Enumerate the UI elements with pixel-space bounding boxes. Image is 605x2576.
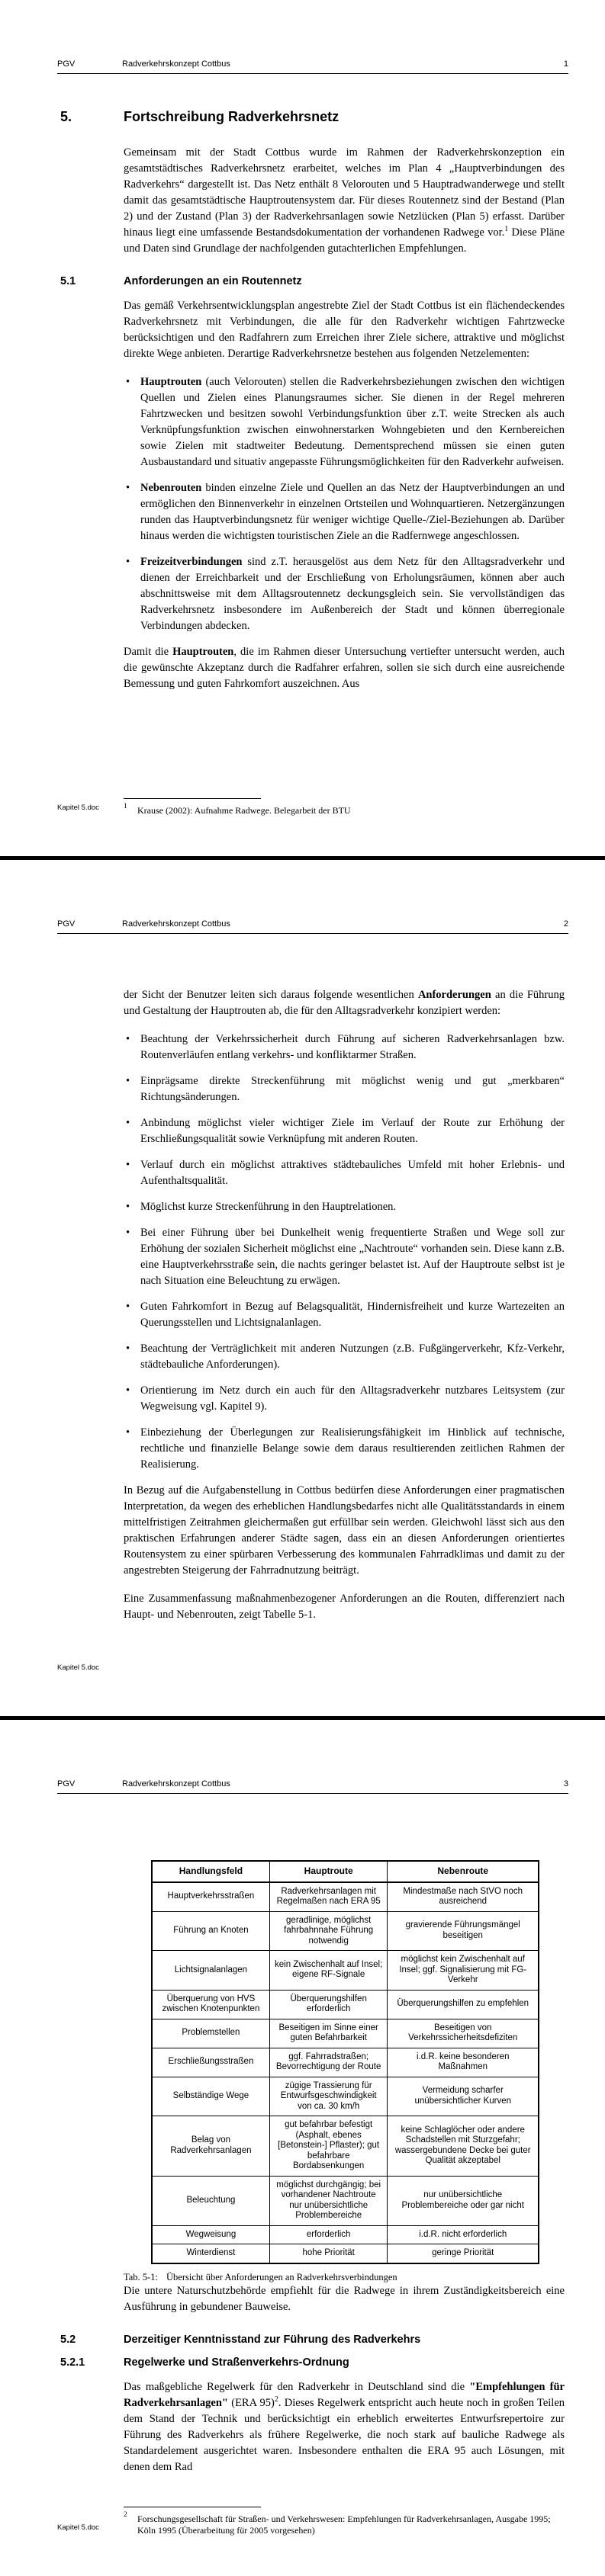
table-row <box>152 2176 539 2225</box>
table-cell: Problemstellen <box>152 2019 269 2048</box>
table-row <box>152 2116 539 2177</box>
column-header: Nebenroute <box>388 1861 539 1882</box>
table-cell: Belag von Radverkehrsanlagen <box>152 2116 269 2177</box>
table-cell: kein Zwischenhalt auf Insel; eigene RF-Signale <box>269 1951 388 1991</box>
table-cell: Führung an Knoten <box>152 1911 269 1951</box>
table-cell: hohe Priorität <box>269 2244 388 2263</box>
footnote-separator <box>124 798 261 799</box>
table-cell: gut befahrbar befestigt (Asphalt, ebenes [Betonstein-] Pflaster); gut befahrbare Bordabsenkungen <box>269 2116 388 2177</box>
bullet-item: • Beachtung der Verkehrssicherheit durch Führung auf sicheren Radverkehrsanlagen bzw. Routenverläufen entlang verkehrs- und konfliktarmer Straßen. <box>124 1031 565 1063</box>
page-2 <box>0 860 605 1716</box>
footnote-block <box>124 798 567 816</box>
table-cell: Erschließungsstraßen <box>152 2048 269 2077</box>
section-5-2-heading <box>60 2333 565 2346</box>
table-cell: Mindestmaße nach StVO noch ausreichend <box>388 1882 539 1912</box>
bullet-item <box>124 374 565 470</box>
paragraph: Das gemäß Verkehrsentwicklungsplan angestrebte Ziel der Stadt Cottbus ist ein flächendeckendes Radverkehrsnetz mit Verbindungen, die alle für den Radverkehr wichtigen Fahrtzwecke berücksichtigen und den Radfahrern zum Erreichen ihrer Ziele sichere, attraktive und möglichst direkte Wege anbieten. Derartige Radverkehrsnetze bestehen aus folgenden Netzelementen: <box>124 300 565 360</box>
bullet-item: • Einbeziehung der Überlegungen zur Realisierungsfähigkeit im Hinblick auf technische, rechtliche und finanzielle Belange sowie dem daraus resultierenden zeitlichen Rahmen der Realisierung. <box>124 1425 565 1473</box>
section-title: Regelwerke und Straßenverkehrs-Ordnung <box>124 2356 349 2369</box>
bullet-text: binden einzelne Ziele und Quellen an das Netz der Hauptverbindungen an und ermöglichen den Binnenverkehr in einzelnen Ortsteilen und Wohnquartieren. Netzergänzungen runden das Hauptverbindungsnetz für weniger wichtige Quelle-/Ziel-Beziehungen ab. Darüber hinaus werden die wichtigsten touristischen Ziele an die Radfernwege angeschlossen. <box>140 482 565 542</box>
bullet-lead: Freizeitverbindungen <box>140 556 243 568</box>
table-cell: ggf. Fahrradstraßen; Bevorrechtigung der Route <box>269 2048 388 2077</box>
table-cell: erforderlich <box>269 2225 388 2244</box>
table-cell: möglichst kein Zwischenhalt auf Insel; ggf. Signalisierung mit FG-Verkehr <box>388 1951 539 1991</box>
table-cell: Beseitigen von Verkehrssicherheitsdefiziten <box>388 2019 539 2048</box>
paragraph-regelwerk <box>124 2379 565 2475</box>
paragraph-text: . Dieses Regelwerk entspricht auch heute noch in großen Teilen dem Stand der Technik und berücksichtigt ein erheblich erweitertes Entwurfsrepertoire zur Führung des Radverkehrs als frühere Regelwerke, die noch stark auf bauliche Radwege als Standardelement ausgerichtet waren. Insbesondere enthalten die ERA 95 auch Lösungen, mit denen dem Rad <box>124 2396 565 2473</box>
bullet-item <box>124 480 565 544</box>
table-cell: Radverkehrsanlagen mit Regelmaßen nach ERA 95 <box>269 1882 388 1912</box>
header-doc-title: Radverkehrskonzept Cottbus <box>122 919 230 929</box>
table-header-row <box>152 1861 539 1882</box>
header-doc-title: Radverkehrskonzept Cottbus <box>122 1779 230 1788</box>
footnote-text: Forschungsgesellschaft für Straßen- und Verkehrswesen: Empfehlungen für Radverkehrsanlagen, Ausgabe 1995; Köln 1995 (Überarbeitung für 2005 vorgesehen) <box>137 2513 551 2536</box>
page-2-content <box>124 860 565 1635</box>
paragraph-bold: Hauptrouten <box>172 646 234 658</box>
table-cell: geringe Priorität <box>388 2244 539 2263</box>
table-row <box>152 2019 539 2048</box>
paragraph-opening <box>124 987 565 1019</box>
table-cell: Wegweisung <box>152 2225 269 2244</box>
page-3 <box>0 1720 605 2576</box>
requirements-table <box>151 1860 539 2264</box>
table-caption <box>124 2272 565 2283</box>
bullet-lead: Nebenrouten <box>140 482 202 494</box>
table-cell: zügige Trassierung für Entwurfsgeschwindigkeit von ca. 30 km/h <box>269 2077 388 2116</box>
bullet-item <box>124 554 565 634</box>
section-number: 5. <box>60 109 72 124</box>
page-number: 3 <box>563 1779 568 1788</box>
table-row <box>152 1911 539 1951</box>
column-header: Handlungsfeld <box>152 1861 269 1882</box>
bullet-item: • Bei einer Führung über bei Dunkelheit wenig frequentierte Straßen und Wege soll zur Erhöhung der sozialen Sicherheit möglichst eine „Nachtroute“ vorhanden sein. Diese kann z.B. eine Hauptverkehrsstraße sein, die nachts geringer belastet ist. Auf der Hauptroute selbst ist je nach Situation eine Beleuchtung zu erwägen. <box>124 1225 565 1289</box>
table-row <box>152 1951 539 1991</box>
footnote-block <box>124 2507 567 2536</box>
section-5-2-1-heading <box>60 2356 565 2369</box>
paragraph-text: Diese Pläne und Daten sind Grundlage der nachfolgenden gutachterlichen Empfehlungen. <box>124 226 565 255</box>
table-cell: möglichst durchgängig; bei vorhandener Nachtroute nur unübersichtliche Problembereiche <box>269 2176 388 2225</box>
footnote-ref-2: 2 <box>274 2395 278 2404</box>
section-title: Anforderungen an ein Routennetz <box>124 275 302 287</box>
table-cell: gravierende Führungsmängel beseitigen <box>388 1911 539 1951</box>
bullet-item: • Möglichst kurze Streckenführung in den Hauptrelationen. <box>124 1199 565 1215</box>
page-number: 2 <box>563 919 568 929</box>
bullet-item: • Guten Fahrkomfort in Bezug auf Belagsqualität, Hindernisfreiheit und kurze Wartezeiten an Querungsstellen und Lichtsignalanlagen. <box>124 1299 565 1331</box>
table-cell: Selbständige Wege <box>152 2077 269 2116</box>
bullet-text: sind z.T. herausgelöst aus dem Netz für den Alltagsradverkehr und dienen der Erreichbarkeit und der Erschließung von Erholungsräumen, können aber auch abschnittsweise mit dem Alltagsroutennetz deckungsgleich sein. Sie vervollständigen das Radverkehrsnetz insbesondere im Außenbereich der Stadt und können überregionale Verbindungen abdecken. <box>140 556 565 632</box>
section-title: Derzeitiger Kenntnisstand zur Führung des Radverkehrs <box>124 2333 421 2346</box>
table-cell: Hauptverkehrsstraßen <box>152 1882 269 1912</box>
bullet-list <box>124 374 565 634</box>
bullet-item: • Beachtung der Verträglichkeit mit anderen Nutzungen (z.B. Fußgängerverkehr, Kfz-Verkehr, städtebauliche Anforderungen). <box>124 1341 565 1373</box>
table-cell: i.d.R. nicht erforderlich <box>388 2225 539 2244</box>
page-number: 1 <box>563 59 568 69</box>
paragraph: Die untere Naturschutzbehörde empfiehlt für die Radwege in ihrem Zuständigkeitsbereich eine Ausführung in gebundener Bauweise. <box>124 2284 565 2313</box>
table-row <box>152 2244 539 2263</box>
section-number: 5.1 <box>60 275 76 287</box>
paragraph: In Bezug auf die Aufgabenstellung in Cottbus bedürfen diese Anforderungen einer pragmatischen Interpretation, da wegen des erheblichen Handlungsbedarfes nicht alle Qualitätsstandards in einem mittelfristigen Zeitrahmen gleichermaßen gut erfüllbar sein werden. Gleichwohl lässt sich aus den praktischen Erfahrungen anderer Städte sagen, dass ein an diesen Anforderungen orientiertes Routensystem zu einer spürbaren Verbesserung des kommunalen Fahrradklimas und damit zu der angestrebten Steigerung der Fahrradnutzung beiträgt. <box>124 1484 565 1577</box>
section-number: 5.2 <box>60 2333 76 2346</box>
page-footer-filename: Kapitel 5.doc <box>57 804 99 812</box>
column-header: Hauptroute <box>269 1861 388 1882</box>
header-org: PGV <box>57 919 76 929</box>
section-number: 5.2.1 <box>60 2356 85 2369</box>
table-row <box>152 2048 539 2077</box>
table-row <box>152 2225 539 2244</box>
table-cell: Beseitigen im Sinne einer guten Befahrbarkeit <box>269 2019 388 2048</box>
section-title: Fortschreibung Radverkehrsnetz <box>124 109 340 124</box>
table-cell: keine Schlaglöcher oder andere Schadstellen mit Sturzgefahr; wassergebundene Decke bei guter Qualität akzeptabel <box>388 2116 539 2177</box>
paragraph-text: (ERA 95) <box>227 2396 275 2409</box>
table-cell: Überquerung von HVS zwischen Knotenpunkten <box>152 1990 269 2019</box>
table-cell: Vermeidung scharfer unübersichtlicher Kurven <box>388 2077 539 2116</box>
bullet-lead: Hauptrouten <box>140 376 202 388</box>
table-row <box>152 2077 539 2116</box>
bullet-item: • Einprägsame direkte Streckenführung mit möglichst wenig und gut „merkbaren“ Richtungsänderungen. <box>124 1073 565 1105</box>
paragraph-bold: Anforderungen <box>417 989 491 1001</box>
page-1 <box>0 0 605 856</box>
table-cell: Überquerungshilfen erforderlich <box>269 1990 388 2019</box>
table-row <box>152 1882 539 1912</box>
paragraph-text: , die im Rahmen dieser Untersuchung vertiefter untersucht werden, auch die gewünschte Akzeptanz durch die Radfahrer erfahren, sollen sie sich durch eine ausreichende Bemessung und guten Fahrkomfort auszeichnen. Aus <box>124 646 565 690</box>
paragraph-text: der Sicht der Benutzer leiten sich daraus folgende wesentlichen <box>124 989 418 1001</box>
table-cell: Beleuchtung <box>152 2176 269 2225</box>
header-org: PGV <box>57 59 76 69</box>
bullet-item: • Verlauf durch ein möglichst attraktives städtebauliches Umfeld mit hoher Erlebnis- und Aufenthaltsqualität. <box>124 1157 565 1189</box>
table-cell: Überquerungshilfen zu empfehlen <box>388 1990 539 2019</box>
table-cell: Lichtsignalanlagen <box>152 1951 269 1991</box>
section-5-1-heading <box>60 275 565 287</box>
footnote-ref-1: 1 <box>504 225 509 234</box>
paragraph-closing <box>124 644 565 692</box>
footnote-text: Krause (2002): Aufnahme Radwege. Belegarbeit der BTU <box>137 805 351 816</box>
page-footer-filename: Kapitel 5.doc <box>57 2523 99 2532</box>
caption-text: Übersicht über Anforderungen an Radverkehrsverbindungen <box>166 2271 397 2282</box>
bullet-item: • Orientierung im Netz durch ein auch für den Alltagsradverkehr nutzbares Leitsystem (zur Wegweisung vgl. Kapitel 9). <box>124 1383 565 1415</box>
table-cell: Winterdienst <box>152 2244 269 2263</box>
caption-label: Tab. 5-1: <box>124 2271 158 2282</box>
paragraph-text: an die Führung und Gestaltung der Hauptrouten ab, die für den Alltagsradverkehr konzipiert werden: <box>124 989 565 1017</box>
paragraph-text: Das maßgebliche Regelwerk für den Radverkehr in Deutschland sind die <box>124 2380 470 2393</box>
section-5-heading <box>60 109 565 125</box>
footnote-1: 1 Krause (2002): Aufnahme Radwege. Belegarbeit der BTU <box>124 803 351 816</box>
table-cell: geradlinige, möglichst fahrbahnnahe Führung notwendig <box>269 1911 388 1951</box>
requirements-table-wrap <box>151 1860 539 2264</box>
table-row <box>152 1990 539 2019</box>
table-cell: nur unübersichtliche Problembereiche oder gar nicht <box>388 2176 539 2225</box>
page-footer-filename: Kapitel 5.doc <box>57 1663 99 1672</box>
bullet-text: (auch Velorouten) stellen die Radverkehrsbeziehungen zwischen den wichtigen Quellen und Zielen eines Planungsraumes sicher. Sie dienen in der Regel mehreren Fahrtzwecken und besitzen sowohl Verbindungsfunktion über z.T. weite Strecken als auch Verknüpfungsfunktion zwischen einwohnerstarken Wohngebieten und den Kernbereichen sowie Zielen mit stadtweiter Bedeutung. Dementsprechend müssen sie einen guten Ausbaustandard und situativ angepasste Führungsmöglichkeiten für den Radverkehr aufweisen. <box>140 376 565 468</box>
paragraph-bold: "Empfehlungen für Radverkehrsanlagen" <box>124 2380 565 2409</box>
bullet-item: • Anbindung möglichst vieler wichtiger Ziele im Verlauf der Route zur Erhöhung der Erschließungsqualität sowie Verknüpfung mit anderen Routen. <box>124 1115 565 1147</box>
table-cell: i.d.R. keine besonderen Maßnahmen <box>388 2048 539 2077</box>
paragraph-text: Gemeinsam mit der Stadt Cottbus wurde im Rahmen der Radverkehrskonzeption ein gesamtstädtisches Radverkehrsnetz erarbeitet, welches im Plan 4 „Hauptverbindungen des Radverkehrs“ dargestellt ist. Das Netz enthält 8 Velorouten und 5 Hauptradwanderwege und stellt damit das gesamtstädtische Hauptroutensystem dar. Für dieses Routennetz sind der Bestand (Plan 2) und der Zustand (Plan 3) der Radverkehrsanlagen sowie Netzlücken (Plan 5) erfasst. Darüber hinaus liegt eine umfassende Bestandsdokumentation der vorhandenen Radwege vor. <box>124 146 565 239</box>
header-org: PGV <box>57 1779 76 1788</box>
paragraph-text: Damit die <box>124 646 173 658</box>
paragraph-intro <box>124 145 565 257</box>
bullet-list <box>124 1031 565 1473</box>
footnote-2: 2 Forschungsgesellschaft für Straßen- und Verkehrswesen: Empfehlungen für Radverkehrsanlagen, Ausgabe 1995; Köln 1995 (Überarbeitung für 2005 vorgesehen) <box>124 2511 551 2536</box>
paragraph: Eine Zusammenfassung maßnahmenbezogener Anforderungen an die Routen, differenziert nach Haupt- und Nebenrouten, zeigt Tabelle 5-1. <box>124 1593 565 1621</box>
header-doc-title: Radverkehrskonzept Cottbus <box>122 59 230 69</box>
